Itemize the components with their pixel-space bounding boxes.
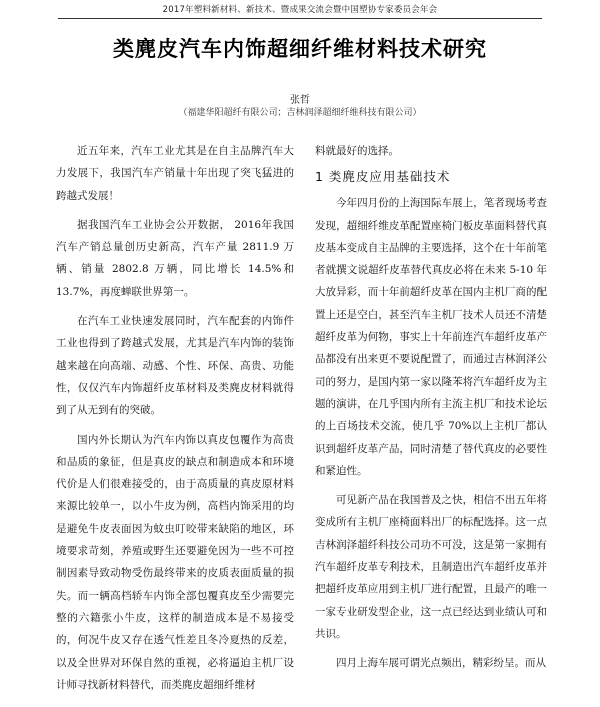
right-column	[315, 140, 547, 682]
header-rule	[58, 18, 542, 19]
author-name: 张哲	[290, 95, 310, 106]
body-paragraph: 可见新产品在我国普及之快，相信不出五年将变成所有主机厂座椅面料出厂的标配选择。这一点吉林润泽超纤科技公司功不可没，这是第一家拥有汽车超纤皮革专利技术，且制造出汽车超纤皮革并把超纤皮革应用到主机厂进行配置，且最产的唯一一家专业研发型企业，这一点已经达到业绩认可和共识。	[315, 494, 547, 640]
continuation-text: 料就最好的选择。	[315, 145, 399, 157]
body-paragraph: 据我国汽车工业协会公开数据， 2016年我国汽车产销总量创历史新高，汽车产量 2811.9 万辆、销量 2802.8 万辆，同比增长 14.5%和 13.7%，再度蝉联世界第一。	[56, 218, 294, 298]
section-heading: 1 类麂皮应用基础技术	[315, 169, 451, 185]
running-header: 2017年塑料新材料、新技术、暨成果交流会暨中国塑协专家委员会年会	[162, 5, 438, 15]
body-paragraph: 近五年来，汽车工业尤其是在自主品牌汽车大力发展下，我国汽车产销量十年出现了突飞猛进的跨越式发展！	[56, 145, 294, 202]
body-paragraph: 四月上海车展可谓光点频出，精彩纷呈。而从	[336, 657, 546, 670]
body-paragraph: 今年四月份的上海国际车展上，笔者现场考查发现，超细纤维皮革配置座椅门板皮革面料替代真皮基本变成自主品牌的主要选择，这个在十年前笔者就撰文说超纤皮革替代真皮必将在未来 5-10 年大放异彩，而十年前超纤皮革在国内主机厂商的配置上还是空白，甚至汽车主机厂技术人员还不清楚超纤皮革为何物，事实上十年前连汽车超纤皮革产品都没有出来更不要说配置了，而通过吉林润泽公司的努力，是国内第一家以隆苯将汽车超纤皮为主题的演讲，在几乎国内所有主流主机厂和技术论坛的上百场技术交流，使几乎 70%以上主机厂都认识到超纤皮革产品，同时清楚了替代真皮的必要性和紧迫性。	[315, 197, 547, 477]
author-affiliation: （福建华阳超纤有限公司；吉林润泽超细纤维科技有限公司）	[178, 108, 422, 118]
body-paragraph: 国内外长期认为汽车内饰以真皮包覆作为高贵和品质的象征，但是真皮的缺点和制造成本和环境代价是人们很难接受的，由于高质量的真皮原材料来源比较单一，以小牛皮为例，高档内饰采用的均是避免牛皮表面因为蚊虫叮咬带来缺陷的地区，环境要求苛刻，养殖或野生还要避免因为一些不可控制因素导致动物受伤最终带来的皮质表面质量的损失。而一辆高档轿车内饰全部包覆真皮至少需要完整的六籍张小牛皮，这样的制造成本是不易接受的，何况牛皮又存在透气性差且冬冷夏热的反差，以及全世界对环保自然的重视，必将逼迫主机厂设计师寻找新材料替代，而类麂皮超细纤维材	[56, 433, 294, 691]
body-paragraph: 在汽车工业快速发展同时，汽车配套的内饰件工业也得到了跨越式发展，尤其是汽车内饰的装饰越来越在向高端、动感、个性、环保、高贵、功能性，仅仅汽车内饰超纤皮革材料及类麂皮材料就得到了从无到有的突破。	[56, 315, 294, 417]
left-column	[56, 140, 294, 703]
paper-title: 类麂皮汽车内饰超细纤维材料技术研究	[113, 37, 487, 61]
